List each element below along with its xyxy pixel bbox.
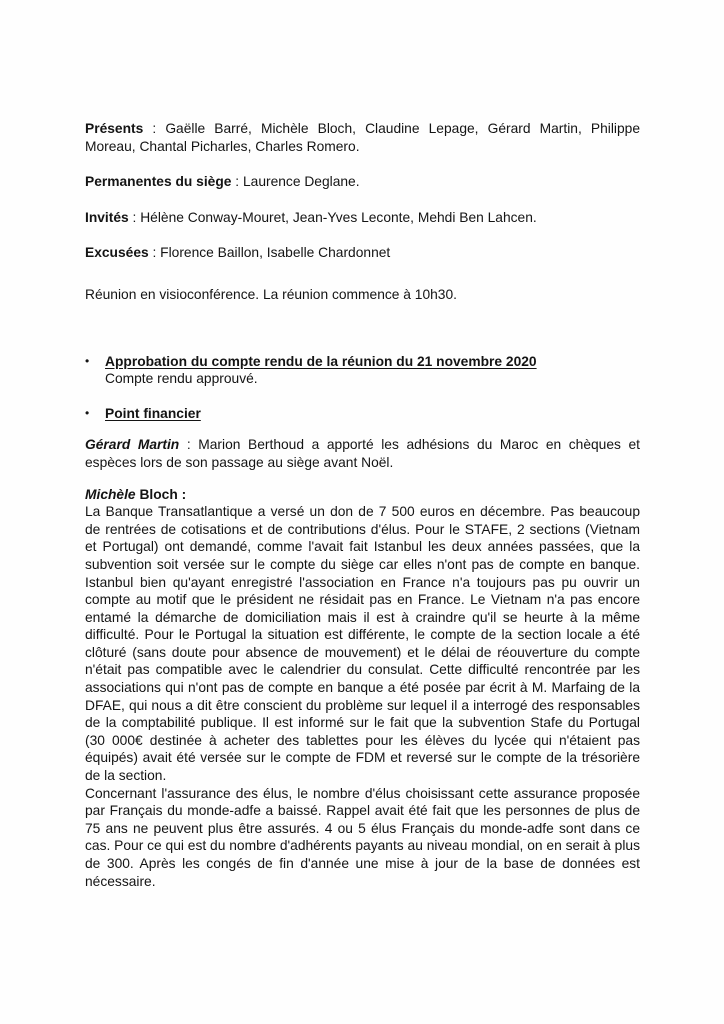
- agenda-item-title: Approbation du compte rendu de la réunion du 21 novembre 2020: [105, 353, 537, 369]
- attendance-line-invites: [85, 209, 640, 227]
- attendance-line-excusees: [85, 244, 640, 262]
- attendance-line-presents: [85, 120, 640, 155]
- speaker-name: Michèle: [85, 486, 136, 502]
- attendance-label-excusees: Excusées: [85, 245, 149, 261]
- attendance-label-presents: Présents: [85, 121, 144, 136]
- intervention-paragraph: La Banque Transatlantique a versé un don de 7 500 euros en décembre. Pas beaucoup de rentrées de cotisations et de contributions d'élus. Pour le STAFE, 2 sections (Vietnam et Portugal) ont demandé, comme l'avait fait Istanbul les deux années passées, que la subvention soit versée sur le compte du siège car elles n'ont pas de compte en banque. Istanbul bien qu'ayant enregistré l'association en France n'a toujours pas pu ouvrir un compte au motif que le président ne résidait pas en France. Le Vietnam n'a pas encore entamé la démarche de domiciliation mais il est à craindre qu'il se heurte à la même difficulté. Pour le Portugal la situation est différente, le compte de la section locale a été clôturé (sans doute pour absence de mouvement) et le délai de réouverture du compte n'était pas compatible avec le calendrier du consulat. Cette difficulté rencontrée par les associations qui n'ont pas de compte en banque a été posée par écrit à M. Marfaing de la DFAE, qui nous a dit être conscient du problème sur lequel il a interrogé des responsables de la comptabilité publique. Il est informé sur le fait que la subvention Stafe du Portugal (30 000€ destinée à acheter des tablettes pour les élèves du lycée qui n'étaient pas équipés) avait été versée sur le compte de FDM et reversé sur le compte de la trésorière de la section.: [85, 504, 640, 784]
- attendance-line-permanentes: [85, 173, 640, 191]
- attendance-text-excusees: : Florence Baillon, Isabelle Chardonnet: [148, 245, 391, 261]
- intervention-paragraph: Concernant l'assurance des élus, le nombre d'élus choisissant cette assurance proposée par Français du monde-adfe a baissé. Rappel avait été fait que les personnes de plus de 75 ans ne peuvent plus être assurés. 4 ou 5 élus Français du monde-adfe sont dans ce cas. Pour ce qui est du nombre d'adhérents payants au niveau mondial, on en serait à plus de 300. Après les congés de fin d'année une mise à jour de la base de données est nécessaire.: [85, 785, 640, 889]
- agenda-item-approbation: [85, 353, 640, 388]
- agenda-item-title: Point financier: [105, 405, 201, 421]
- attendance-label-invites: Invités: [85, 209, 129, 225]
- attendance-text-permanentes: : Laurence Deglane.: [231, 174, 360, 190]
- bullet-icon: •: [85, 353, 90, 368]
- intervention-gerard-martin: [85, 436, 640, 471]
- speaker-name-rest: Bloch :: [135, 486, 187, 502]
- meeting-note: Réunion en visioconférence. La réunion commence à 10h30.: [85, 286, 457, 302]
- attendance-label-permanentes: Permanentes du siège: [85, 174, 232, 190]
- speaker-separator: :: [179, 437, 199, 453]
- attendance-text-presents: : Gaëlle Barré, Michèle Bloch, Claudine Lepage, Gérard Martin, Philippe Moreau, Chantal Picharles, Charles Romero.: [85, 121, 640, 154]
- speaker-name: Gérard Martin: [85, 437, 180, 453]
- attendance-text-invites: : Hélène Conway-Mouret, Jean-Yves Leconte, Mehdi Ben Lahcen.: [128, 209, 537, 225]
- agenda-item-point-financier: [85, 405, 640, 423]
- agenda-item-body: Compte rendu approuvé.: [105, 371, 258, 387]
- intervention-text: Marion Berthoud a apporté les adhésions du Maroc en chèques et espèces lors de son passage au siège avant Noël.: [85, 437, 641, 470]
- intervention-michele-bloch: [85, 486, 640, 891]
- speaker-heading: [85, 486, 640, 504]
- bullet-icon: •: [85, 405, 90, 420]
